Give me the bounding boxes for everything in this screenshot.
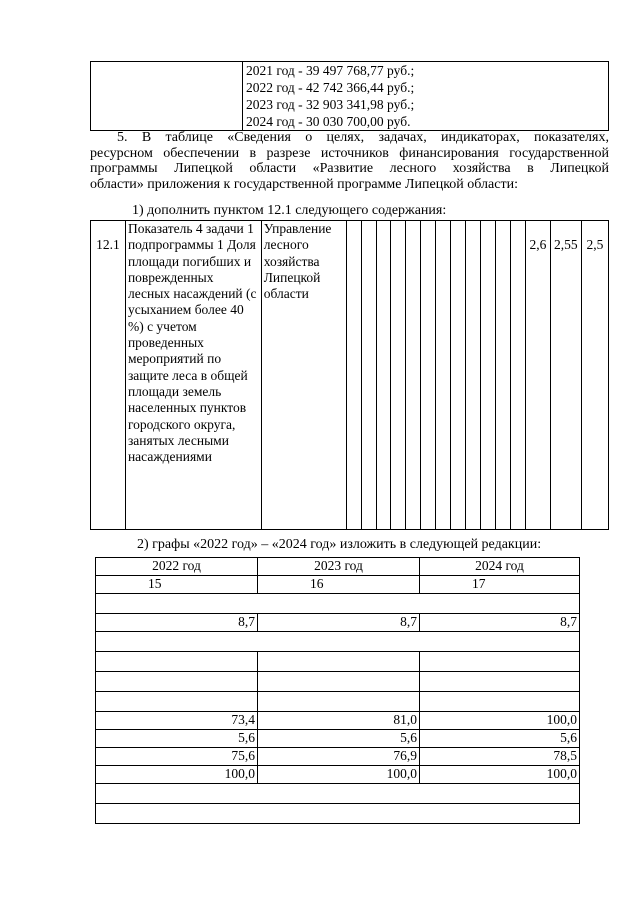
empty-cell [376, 221, 391, 530]
table-row [96, 594, 580, 614]
empty-cell [346, 221, 361, 530]
empty-cell [496, 221, 511, 530]
item-2-text: 2) графы «2022 год» – «2024 год» изложить в следующей редакции: [137, 537, 542, 552]
paragraph-5: 5. В таблице «Сведения о целях, задачах, индикаторах, показателях, ресурсном обеспечении в разрезе источников финансирования государственной программы Липецкой области «Развитие лесного хозяйства в Липецкой области» приложения к государственной программе Липецкой области: [90, 130, 609, 192]
value-cell: 75,6 [96, 748, 258, 766]
header-2023: 2023 год [258, 558, 420, 576]
value-cell: 76,9 [258, 748, 420, 766]
empty-cell [451, 221, 466, 530]
funding-line: 2022 год - 42 742 366,44 руб.; [246, 80, 415, 95]
empty-cell [436, 221, 451, 530]
col-number-16: 16 [258, 576, 420, 594]
header-2024: 2024 год [420, 558, 580, 576]
value-cell: 73,4 [96, 712, 258, 730]
column-number-row [96, 576, 580, 594]
funding-line: 2023 год - 32 903 341,98 руб.; [246, 97, 415, 112]
table-row [96, 784, 580, 804]
table-row [96, 632, 580, 652]
row-number: 12.1 [91, 221, 126, 530]
value-cell: 8,7 [420, 614, 580, 632]
funding-empty-cell [91, 62, 243, 131]
empty-cell [96, 652, 258, 672]
value-cell: 8,7 [258, 614, 420, 632]
header-2022: 2022 год [96, 558, 258, 576]
item-1-text: 1) дополнить пунктом 12.1 следующего содержания: [132, 203, 447, 218]
value-cell: 100,0 [96, 766, 258, 784]
funding-table [90, 61, 609, 131]
value-2024: 2,5 [581, 221, 608, 530]
empty-cell [420, 692, 580, 712]
indicator-row-table [90, 220, 609, 530]
empty-cell [420, 672, 580, 692]
value-cell: 5,6 [420, 730, 580, 748]
table-row [96, 672, 580, 692]
col-number-15: 15 [96, 576, 258, 594]
merged-empty-cell [96, 784, 580, 804]
header-row [96, 558, 580, 576]
value-cell: 5,6 [258, 730, 420, 748]
merged-empty-cell [96, 632, 580, 652]
empty-cell [510, 221, 525, 530]
empty-cell [96, 672, 258, 692]
empty-cell [406, 221, 421, 530]
value-cell: 100,0 [420, 712, 580, 730]
table-row [96, 692, 580, 712]
empty-cell [391, 221, 406, 530]
value-cell: 100,0 [420, 766, 580, 784]
value-cell: 78,5 [420, 748, 580, 766]
empty-cell [421, 221, 436, 530]
table-row [96, 614, 580, 632]
empty-cell [96, 692, 258, 712]
empty-cell [466, 221, 481, 530]
table-row [96, 652, 580, 672]
empty-cell [258, 652, 420, 672]
table-row [96, 712, 580, 730]
funding-line: 2024 год - 30 030 700,00 руб. [246, 114, 411, 129]
empty-cell [361, 221, 376, 530]
value-cell: 100,0 [258, 766, 420, 784]
value-cell: 5,6 [96, 730, 258, 748]
empty-cell [420, 652, 580, 672]
table-row [96, 748, 580, 766]
value-2023: 2,55 [550, 221, 581, 530]
table-row [96, 730, 580, 748]
value-cell: 81,0 [258, 712, 420, 730]
merged-empty-cell [96, 804, 580, 824]
empty-cell [258, 692, 420, 712]
funding-cell [243, 62, 609, 131]
value-cell: 8,7 [96, 614, 258, 632]
empty-cell [481, 221, 496, 530]
responsible-executor: Управление лесного хозяйства Липецкой области [261, 221, 346, 530]
funding-line: 2021 год - 39 497 768,77 руб.; [246, 63, 415, 78]
indicator-description: Показатель 4 задачи 1 подпрограммы 1 Доля площади погибших и поврежденных лесных насаждений (с усыханием более 40 %) с учетом проведенных мероприятий по защите леса в общей площади земель населенных пунктов городского округа, занятых лесными насаждениями [125, 221, 261, 530]
empty-cell [258, 672, 420, 692]
table-row [96, 804, 580, 824]
columns-table [95, 557, 580, 824]
col-number-17: 17 [420, 576, 580, 594]
merged-empty-cell [96, 594, 580, 614]
table-row [96, 766, 580, 784]
value-2022: 2,6 [525, 221, 550, 530]
